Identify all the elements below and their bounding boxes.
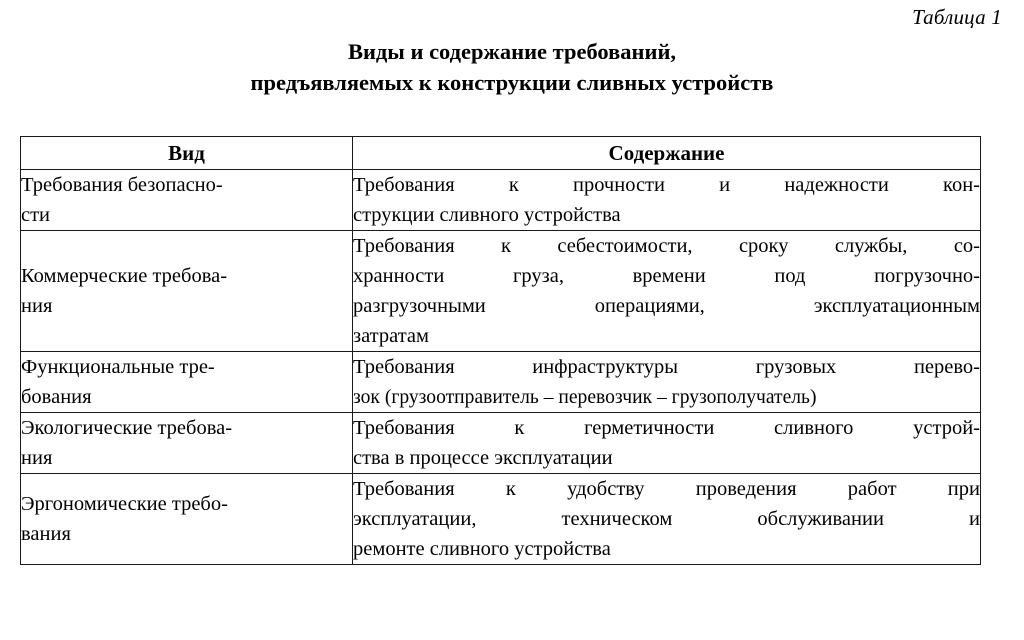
cell-content <box>353 474 981 565</box>
cell-kind <box>21 413 353 474</box>
content-line: Требования инфраструктуры грузовых перево- <box>353 356 980 378</box>
table-row <box>21 352 981 413</box>
table-header-row <box>21 137 981 170</box>
page-title-line-1: Виды и содержание требований, <box>347 39 677 64</box>
content-line: ства в процессе эксплуатации <box>353 447 613 469</box>
cell-content <box>353 170 981 231</box>
kind-line: вания <box>21 523 71 545</box>
table-row <box>21 231 981 352</box>
table-row <box>21 413 981 474</box>
content-line: Требования к прочности и надежности кон- <box>353 174 980 196</box>
cell-kind <box>21 170 353 231</box>
requirements-table <box>20 136 981 565</box>
kind-line: ния <box>21 447 53 469</box>
cell-content <box>353 352 981 413</box>
kind-line: Функциональные тре- <box>21 356 215 378</box>
kind-line: бования <box>21 386 92 408</box>
kind-line: сти <box>21 204 51 226</box>
content-line: ремонте сливного устройства <box>353 538 611 560</box>
content-line-condensed: зок (грузоотправитель – перевозчик – грузополучатель) <box>353 386 817 408</box>
cell-kind <box>21 352 353 413</box>
cell-content <box>353 413 981 474</box>
cell-kind <box>21 474 353 565</box>
cell-kind <box>21 231 353 352</box>
column-header-content: Содержание <box>353 137 981 170</box>
kind-line: Коммерческие требова- <box>21 265 228 287</box>
content-line: Требования к герметичности сливного устрой- <box>353 417 980 439</box>
content-line: Требования к удобству проведения работ при <box>353 478 980 500</box>
content-line: эксплуатации, техническом обслуживании и <box>353 508 980 530</box>
table-number-label: Таблица 1 <box>912 5 1002 29</box>
page-title <box>0 36 1024 98</box>
content-line <box>353 382 980 412</box>
cell-content <box>353 231 981 352</box>
content-line: струкции сливного устройства <box>353 204 621 226</box>
content-line: хранности груза, времени под погрузочно- <box>353 265 980 287</box>
table-row <box>21 474 981 565</box>
content-line: Требования к себестоимости, сроку службы, со- <box>353 235 980 257</box>
content-line: разгрузочными операциями, эксплуатационным <box>353 295 980 317</box>
kind-line: Требования безопасно- <box>21 174 223 196</box>
kind-line: Эргономические требо- <box>21 493 228 515</box>
kind-line: Экологические требова- <box>21 417 233 439</box>
page-title-line-2: предъявляемых к конструкции сливных устройств <box>250 70 774 95</box>
column-header-kind: Вид <box>21 137 353 170</box>
content-line: затратам <box>353 325 429 347</box>
kind-line: ния <box>21 295 53 317</box>
table-row <box>21 170 981 231</box>
